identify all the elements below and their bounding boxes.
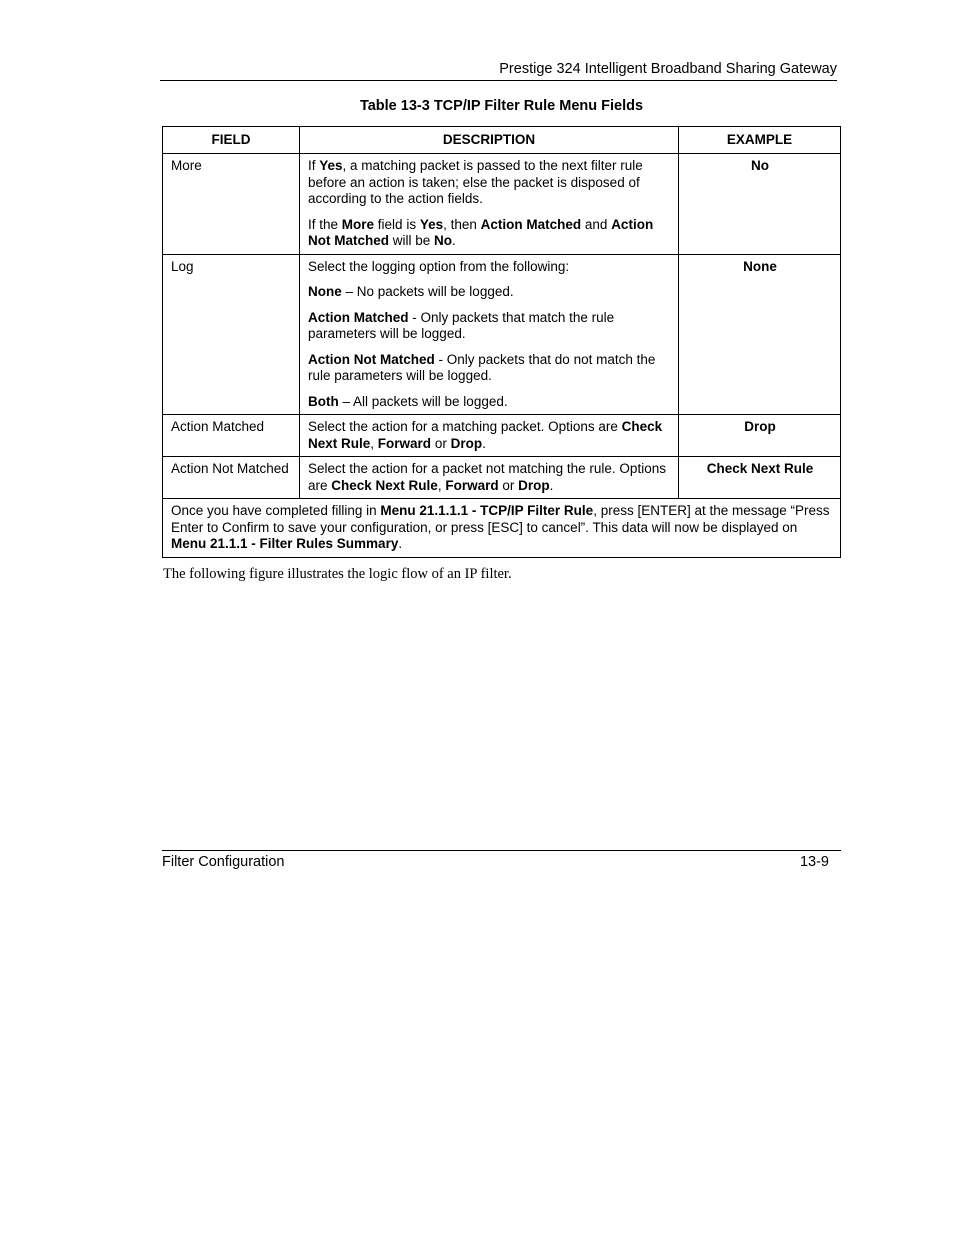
description-paragraph — [308, 461, 671, 494]
text-run: Once you have completed filling in — [171, 503, 381, 518]
table-header-row — [163, 127, 841, 154]
table-row — [163, 254, 841, 415]
bold-term: Forward — [377, 435, 432, 451]
bold-term: Drop — [518, 477, 550, 493]
text-run: , — [437, 477, 446, 493]
column-header-field: FIELD — [163, 127, 300, 154]
bold-term: Yes — [319, 158, 343, 173]
text-run: - Only packets that match the rule parameters will be logged. — [308, 309, 615, 341]
field-cell: More — [163, 154, 300, 255]
bold-term: Check Next Rule — [331, 477, 438, 493]
bold-term: Forward — [445, 477, 499, 493]
text-run: and — [581, 216, 612, 232]
example-cell: None — [679, 254, 841, 415]
description-paragraph — [308, 284, 671, 301]
description-paragraph — [308, 419, 671, 452]
text-run: , then — [443, 216, 481, 232]
page-header — [160, 60, 837, 81]
field-cell: Action Matched — [163, 415, 300, 457]
table-row — [163, 154, 841, 255]
text-run: or — [431, 435, 451, 451]
description-cell — [300, 415, 679, 457]
text-run: – All packets will be logged. — [338, 393, 508, 409]
description-cell — [300, 154, 679, 255]
example-cell: No — [679, 154, 841, 255]
text-run: – No packets will be logged. — [341, 284, 514, 299]
text-run: or — [498, 477, 519, 493]
text-run: Select the logging option from the following: — [308, 258, 570, 274]
text-run: field is — [374, 216, 420, 232]
column-header-example: EXAMPLE — [679, 127, 841, 154]
description-cell — [300, 254, 679, 415]
description-paragraph — [308, 259, 671, 276]
bold-term: Action Not Matched — [308, 216, 654, 248]
text-run: , — [370, 435, 378, 451]
table-note-row — [163, 499, 841, 558]
description-cell — [300, 457, 679, 499]
description-paragraph — [308, 217, 671, 250]
bold-term: None — [308, 284, 342, 299]
description-paragraph — [308, 352, 671, 385]
footer-page-number: 13-9 — [799, 854, 829, 870]
bold-term: Action Matched — [480, 216, 582, 232]
text-run: . — [549, 477, 554, 493]
field-cell: Log — [163, 254, 300, 415]
bold-term: Yes — [419, 216, 444, 232]
filter-rule-fields-table — [162, 126, 841, 558]
table-note — [163, 499, 841, 558]
table-row — [163, 457, 841, 499]
bold-term: More — [341, 216, 375, 232]
bold-term: Drop — [450, 435, 483, 451]
bold-term: No — [434, 233, 453, 248]
text-run: If — [308, 158, 320, 173]
bold-term: Check Next Rule — [308, 419, 663, 451]
text-run: . — [452, 233, 456, 248]
text-run: Select the action for a packet not matching the rule. Options are — [308, 461, 666, 493]
field-cell: Action Not Matched — [163, 457, 300, 499]
description-paragraph — [308, 394, 671, 411]
example-cell: Check Next Rule — [679, 457, 841, 499]
text-run: If the — [308, 216, 342, 232]
text-run: . — [482, 435, 486, 451]
bold-term: Action Not Matched — [308, 351, 435, 367]
text-run: , a matching packet is passed to the next filter rule before an action is taken; else the packet is disposed of according to the action fields. — [308, 158, 643, 206]
bold-term: Menu 21.1.1.1 - TCP/IP Filter Rule — [380, 503, 594, 518]
description-paragraph — [308, 310, 671, 343]
table-caption: Table 13-3 TCP/IP Filter Rule Menu Fields — [359, 98, 644, 114]
text-run: . — [398, 536, 403, 551]
description-paragraph — [308, 158, 671, 208]
footer-section-title: Filter Configuration — [162, 854, 285, 870]
text-run: will be — [389, 233, 435, 248]
bold-term: Menu 21.1.1 - Filter Rules Summary — [171, 536, 399, 551]
column-header-description: DESCRIPTION — [300, 127, 679, 154]
body-paragraph: The following figure illustrates the logic flow of an IP filter. — [163, 566, 512, 582]
page-footer — [162, 850, 841, 873]
text-run: - Only packets that do not match the rule parameters will be logged. — [308, 351, 656, 383]
example-cell: Drop — [679, 415, 841, 457]
bold-term: Action Matched — [308, 309, 409, 325]
text-run: , press [ENTER] at the message “Press Enter to Confirm to save your configuration, or press [ESC] to cancel”. This data will now be displayed on — [171, 503, 830, 535]
table-row — [163, 415, 841, 457]
header-title: Prestige 324 Intelligent Broadband Sharing Gateway — [499, 61, 837, 77]
bold-term: Both — [308, 393, 339, 409]
text-run: Select the action for a matching packet. Options are — [308, 419, 622, 434]
